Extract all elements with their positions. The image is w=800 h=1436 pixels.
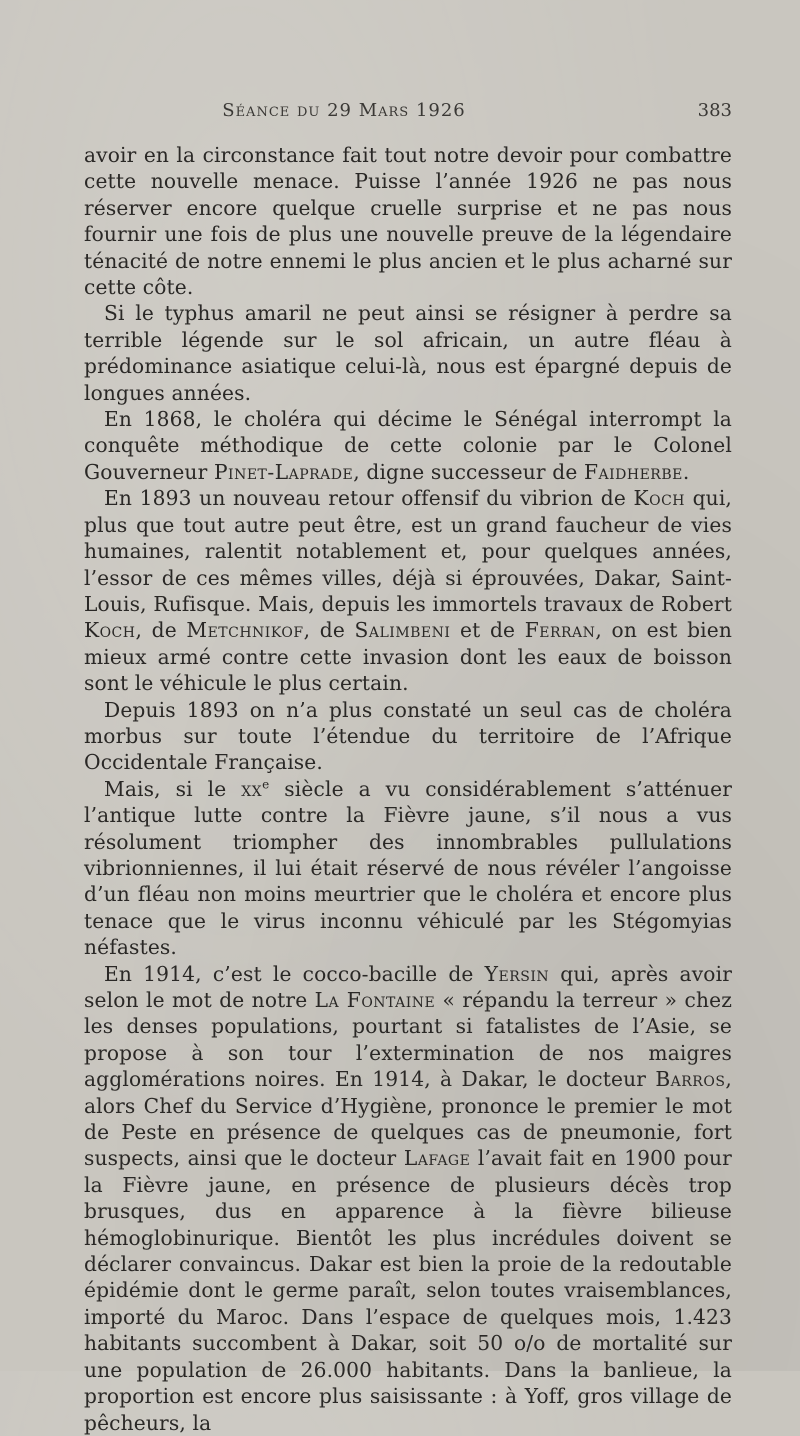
- text-run: , de: [303, 618, 355, 643]
- small-caps-name: Barros: [655, 1067, 726, 1092]
- paragraph: [84, 485, 732, 696]
- paragraph: [84, 406, 732, 485]
- paragraph: [84, 697, 732, 776]
- text-run: , digne successeur de: [353, 459, 584, 484]
- small-caps-name: xx: [241, 776, 263, 801]
- text-run: , on est bien mieux armé contre cette invasion dont les eaux de boisson sont le véhicule le plus certain.: [84, 618, 732, 696]
- body-text: [84, 142, 732, 1436]
- small-caps-name: Pinet-Laprade: [213, 459, 354, 484]
- text-run: qui, plus que tout autre peut être, est un grand faucheur de vies humaines, ralentit notablement et, pour quelques années, l’essor de ces mêmes villes, déjà si éprouvées, Dakar, Saint-Louis, Rufisque. Mais, depuis les immortels travaux de Robert: [84, 486, 732, 616]
- paragraph: [84, 961, 732, 1436]
- small-caps-name: Koch: [633, 486, 686, 511]
- small-caps-name: Faidherbe: [583, 459, 683, 484]
- text-run: .: [682, 459, 690, 484]
- text-run: En 1893 un nouveau retour offensif du vibrion de: [104, 486, 634, 511]
- text-run: Mais, si le: [104, 776, 242, 801]
- small-caps-name: Metchnikof: [186, 618, 304, 643]
- text-run: qui, après avoir selon le mot de notre: [84, 961, 733, 1012]
- small-caps-name: Salimbeni: [354, 618, 451, 643]
- running-head: [84, 100, 732, 128]
- text-run: En 1868, le choléra qui décime le Sénégal interrompt la conquête méthodique de cette colonie par le Colonel Gouverneur: [84, 407, 732, 484]
- small-caps-name: Lafage: [403, 1146, 471, 1171]
- small-caps-name: Koch: [84, 618, 136, 643]
- page-number: 383: [697, 100, 732, 121]
- paragraph: [84, 142, 732, 300]
- text-run: siècle a vu considérablement s’atténuer l’antique lutte contre la Fièvre jaune, s’il nous a vus résolument triompher des innombrables pullulations vibrionniennes, il lui était réservé de nous révéler l’angoisse d’un fléau non moins meurtrier que le choléra et encore plus tenace que le virus inconnu véhiculé par les Stégomyias néfastes.: [84, 776, 732, 960]
- text-run: « répandu la terreur » chez les denses populations, pourtant si fatalistes de l’Asie, se propose à son tour l’extermination de nos maigres agglomérations noires. En 1914, à Dakar, le docteur: [84, 988, 732, 1092]
- small-caps-name: Yersin: [484, 961, 550, 986]
- text-run: , de: [135, 618, 187, 643]
- small-caps-name: Ferran: [524, 618, 596, 643]
- text-run: Depuis 1893 on n’a plus constaté un seul cas de choléra morbus sur toute l’étendue du territoire de l’Afrique Occidentale Française.: [84, 697, 732, 775]
- text-run: et de: [450, 618, 525, 643]
- text-run: avoir en la circonstance fait tout notre devoir pour combattre cette nouvelle menace. Puisse l’année 1926 ne pas nous réserver encore quelque cruelle surprise et ne pas nous fournir une fois de plus une nouvelle preuve de la légendaire ténacité de notre ennemi le plus ancien et le plus acharné sur cette côte.: [84, 143, 732, 300]
- text-run: En 1914, c’est le cocco-bacille de: [104, 961, 485, 986]
- superscript-text: e: [262, 777, 270, 792]
- paragraph: [84, 300, 732, 406]
- text-run: l’avait fait en 1900 pour la Fièvre jaune, en présence de plusieurs décès trop brusques, dus en apparence à la fièvre bilieuse hémoglobinurique. Bientôt les plus incrédules doivent se déclarer convaincus. Dakar est bien la proie de la redoutable épidémie dont le germe paraît, selon toutes vraisemblances, importé du Maroc. Dans l’espace de quelques mois, 1.423 habitants succombent à Dakar, soit 50 o/o de mortalité sur une population de 26.000 habitants. Dans la banlieue, la proportion est encore plus saisissante : à Yoff, gros village de pêcheurs, la: [84, 1146, 732, 1435]
- paragraph: [84, 776, 732, 961]
- text-run: Si le typhus amaril ne peut ainsi se résigner à perdre sa terrible légende sur le sol africain, un autre fléau à prédominance asiatique celui-là, nous est épargné depuis de longues années.: [84, 301, 732, 405]
- running-title: Séance du 29 Mars 1926: [222, 100, 466, 121]
- small-caps-name: La Fontaine: [314, 988, 436, 1012]
- text-run: , alors Chef du Service d’Hygiène, prononce le premier le mot de Peste en présence de quelques cas de pneumonie, fort suspects, ainsi que le docteur: [84, 1067, 732, 1171]
